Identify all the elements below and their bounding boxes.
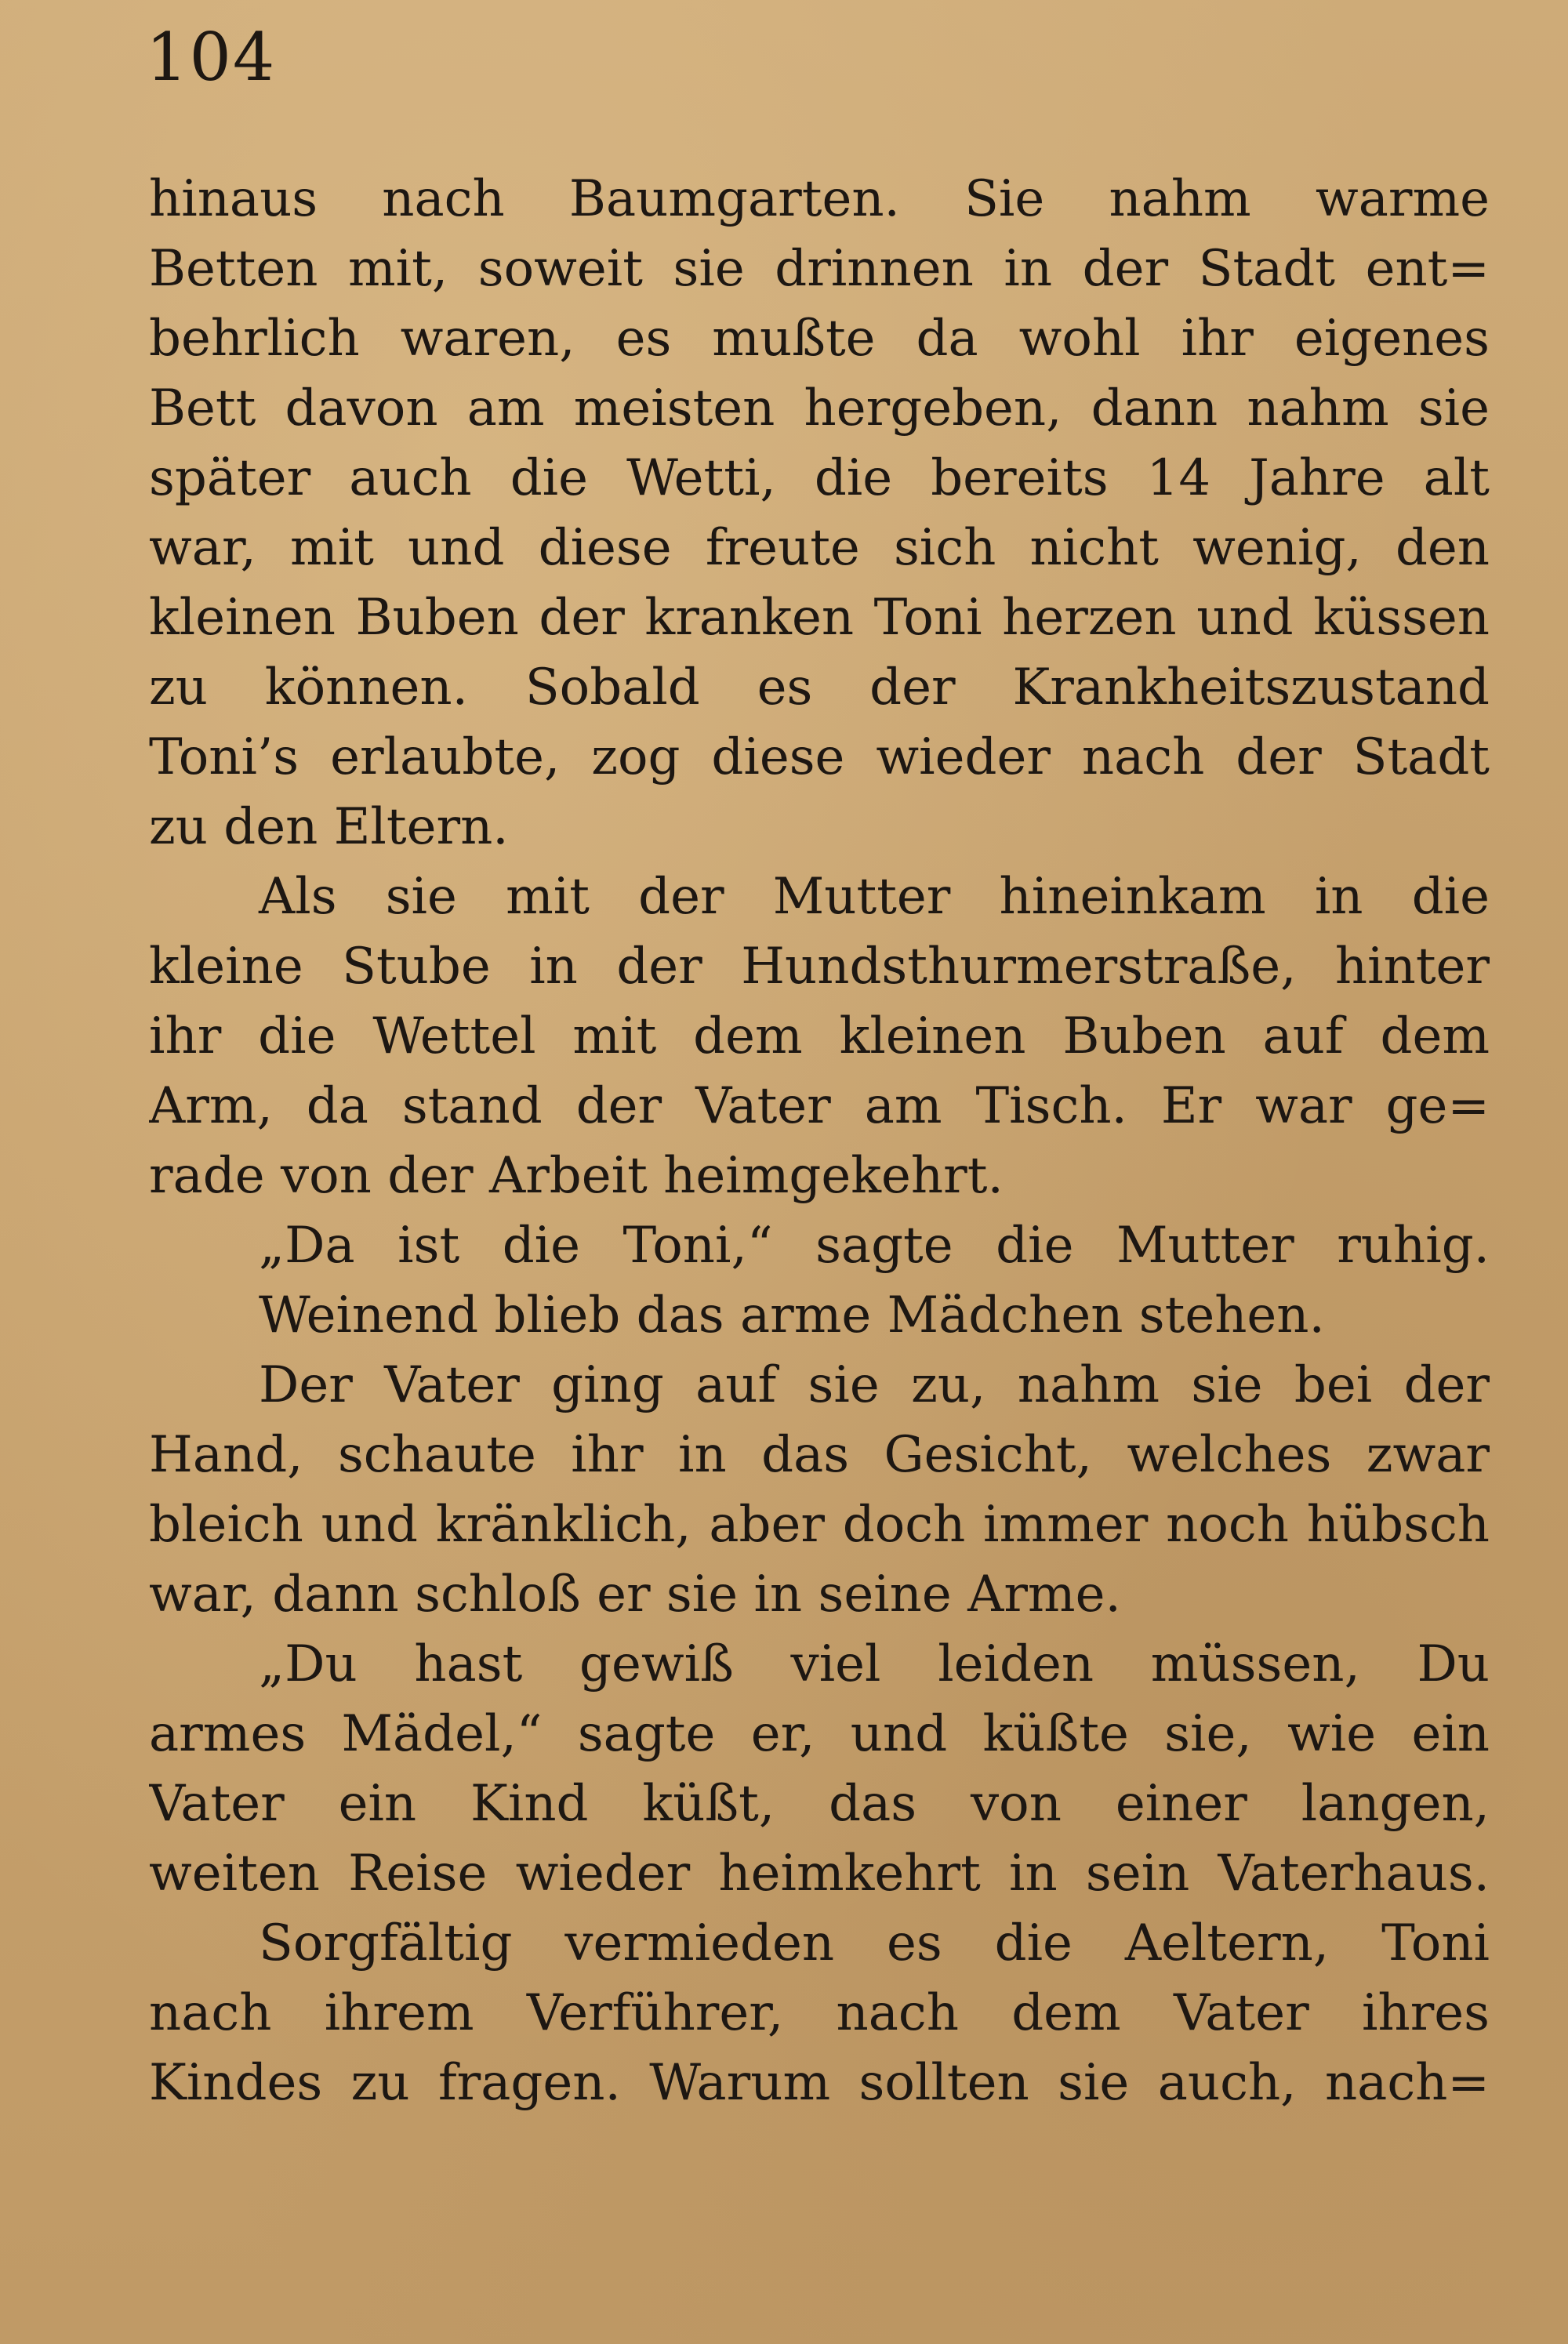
- text-line: weiten Reise wieder heimkehrt in sein Vaterhaus.: [149, 1845, 1490, 1903]
- text-line: armes Mädel,“ sagte er, und küßte sie, wie ein: [149, 1705, 1490, 1763]
- paragraph-start-line: Der Vater ging auf sie zu, nahm sie bei der: [259, 1356, 1490, 1414]
- paragraph-start-line: „Da ist die Toni,“ sagte die Mutter ruhig.: [259, 1217, 1490, 1275]
- text-line: später auch die Wetti, die bereits 14 Jahre alt: [149, 449, 1490, 507]
- text-line: war, dann schloß er sie in seine Arme.: [149, 1566, 1121, 1624]
- text-line: kleinen Buben der kranken Toni herzen und küssen: [149, 589, 1490, 647]
- text-line: rade von der Arbeit heimgekehrt.: [149, 1147, 1004, 1205]
- text-line: nach ihrem Verführer, nach dem Vater ihres: [149, 1984, 1490, 2042]
- text-line: Betten mit, soweit sie drinnen in der Stadt ent=: [149, 240, 1490, 298]
- text-line: Kindes zu fragen. Warum sollten sie auch, nach=: [149, 2054, 1490, 2112]
- text-line: kleine Stube in der Hundsthurmerstraße, hinter: [149, 938, 1490, 996]
- text-line: zu können. Sobald es der Krankheitszustand: [149, 659, 1490, 717]
- text-line: Bett davon am meisten hergeben, dann nahm sie: [149, 379, 1490, 437]
- text-line: behrlich waren, es mußte da wohl ihr eigenes: [149, 310, 1490, 368]
- text-line: zu den Eltern.: [149, 798, 509, 856]
- text-line: Vater ein Kind küßt, das von einer langen,: [149, 1775, 1490, 1833]
- paragraph-start-line: Als sie mit der Mutter hineinkam in die: [259, 868, 1490, 926]
- text-line: Hand, schaute ihr in das Gesicht, welches zwar: [149, 1426, 1490, 1484]
- text-line: Arm, da stand der Vater am Tisch. Er war ge=: [149, 1077, 1490, 1135]
- text-line: hinaus nach Baumgarten. Sie nahm warme: [149, 170, 1490, 228]
- paragraph-start-line: „Du hast gewiß viel leiden müssen, Du: [259, 1635, 1490, 1693]
- paragraph-start-line: Weinend blieb das arme Mädchen stehen.: [259, 1286, 1325, 1344]
- page-number: 104: [146, 19, 277, 96]
- body-text: [149, 165, 1490, 2118]
- text-line: war, mit und diese freute sich nicht wenig, den: [149, 519, 1490, 577]
- text-line: Toni’s erlaubte, zog diese wieder nach der Stadt: [149, 728, 1490, 786]
- paragraph-start-line: Sorgfältig vermieden es die Aeltern, Toni: [259, 1914, 1490, 1972]
- text-line: ihr die Wettel mit dem kleinen Buben auf dem: [149, 1007, 1490, 1065]
- text-line: bleich und kränklich, aber doch immer noch hübsch: [149, 1496, 1490, 1554]
